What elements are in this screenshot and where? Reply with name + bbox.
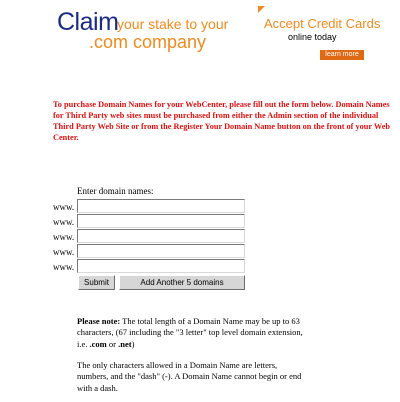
extension-net: .net (118, 338, 132, 349)
claim-brand: Claim (57, 8, 119, 36)
www-prefix: www. (53, 232, 75, 242)
domain-row (53, 214, 253, 229)
www-prefix: www. (53, 262, 75, 272)
characters-note: The only characters allowed in a Domain Name are letters, numbers, and the "dash" (-). A Domain Name cannot begin or end with a dash. (77, 360, 302, 393)
www-prefix: www. (53, 202, 75, 212)
domain-input-5[interactable] (77, 259, 245, 273)
purchase-instructions: To purchase Domain Names for your WebCenter, please fill out the form below. Domain Names for Third Party web sites must be purchased from either the Admin section of the individual Third Party Web Site or from the Register Your Domain Name button on the front of your Web Center. (53, 100, 391, 142)
credit-cards-subtitle: online today (288, 32, 337, 42)
length-note-text: The total length of a Domain Name may be up to 63 characters, (67 including the "3 letter" top level domain extension, i.e. (77, 316, 303, 349)
claim-tagline-line2: .com company (89, 32, 207, 52)
domain-form-label: Enter domain names: (77, 186, 154, 196)
domain-row (53, 199, 253, 214)
credit-cards-title: Accept Credit Cards (264, 16, 381, 31)
extension-com: .com (89, 338, 107, 349)
domain-input-1[interactable] (77, 199, 245, 213)
submit-button[interactable]: Submit (78, 275, 115, 290)
www-prefix: www. (53, 247, 75, 257)
domain-row (53, 244, 253, 259)
domain-input-4[interactable] (77, 244, 245, 258)
learn-more-button[interactable]: learn more (320, 50, 364, 60)
credit-cards-banner-ad[interactable] (258, 6, 394, 64)
length-note (77, 316, 307, 350)
claim-banner-ad[interactable] (57, 8, 237, 56)
note-or: or (106, 338, 119, 349)
domain-row (53, 229, 253, 244)
claim-tagline-line1: your stake to your (117, 16, 229, 32)
domain-input-3[interactable] (77, 229, 245, 243)
add-another-domains-button[interactable]: Add Another 5 domains (119, 275, 245, 290)
note-heading: Please note: (77, 316, 121, 326)
www-prefix: www. (53, 217, 75, 227)
domain-row (53, 259, 253, 274)
corner-arrow-icon (258, 6, 265, 13)
domain-input-2[interactable] (77, 214, 245, 228)
note-close-paren: ) (131, 338, 135, 349)
